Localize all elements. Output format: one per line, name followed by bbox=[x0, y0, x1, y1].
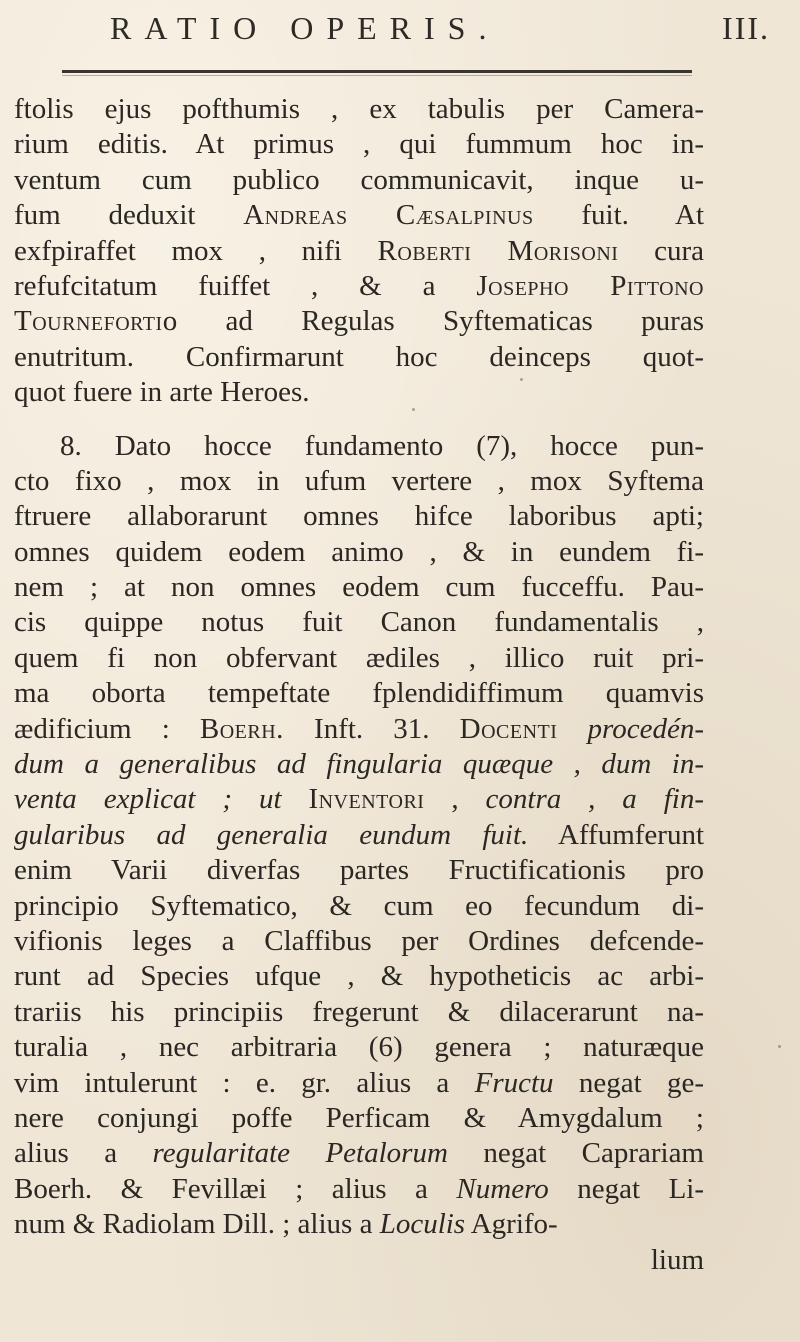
text-run: Josepho Pittono bbox=[476, 269, 704, 302]
text-run: Andreas Cæsalpinus bbox=[243, 199, 534, 232]
text-run: contra , a fin- bbox=[485, 783, 704, 816]
text-line bbox=[14, 464, 704, 499]
text-run: Loculis bbox=[379, 1208, 466, 1241]
text-line bbox=[14, 535, 704, 570]
text-line bbox=[14, 959, 704, 994]
text-run: ftruere allaborarunt omnes hifce laboribus apti; bbox=[14, 500, 704, 533]
text-line bbox=[14, 818, 704, 853]
text-run: exfpiraffet mox , nifi bbox=[14, 234, 378, 267]
text-run: gularibus ad generalia eundum fuit. bbox=[14, 818, 529, 851]
text-run: Docenti bbox=[459, 712, 558, 745]
text-run: Tourneforti bbox=[14, 305, 163, 338]
text-run: venta explicat ; ut bbox=[14, 783, 309, 816]
paper-fleck bbox=[412, 408, 415, 411]
paragraph-gap bbox=[14, 411, 704, 429]
text-line bbox=[14, 995, 704, 1030]
text-line bbox=[14, 1066, 704, 1101]
text-line bbox=[14, 1207, 704, 1242]
text-run: Boerh. bbox=[199, 712, 284, 745]
text-line bbox=[14, 127, 704, 162]
text-line bbox=[14, 1136, 704, 1171]
text-run: ventum cum publico communicavit, inque u- bbox=[14, 163, 704, 196]
text-run: negat ge- bbox=[553, 1066, 704, 1099]
text-run: negat Li- bbox=[548, 1172, 704, 1205]
text-run: refufcitatum fuiffet , & a bbox=[14, 269, 477, 302]
text-run: Inft. 31. bbox=[283, 712, 460, 745]
running-head bbox=[110, 10, 770, 50]
text-run: Inventori bbox=[308, 783, 425, 816]
text-line bbox=[14, 1172, 704, 1207]
text-run: negat Caprariam bbox=[447, 1137, 704, 1170]
text-run: trariis his principiis fregerunt & dilacerarunt na- bbox=[14, 995, 704, 1028]
text-line bbox=[14, 198, 704, 233]
header-rule bbox=[62, 70, 692, 73]
text-line bbox=[14, 1101, 704, 1136]
text-line bbox=[14, 340, 704, 375]
text-run: regularitate Petalorum bbox=[152, 1137, 448, 1170]
text-run: runt ad Species ufque , & hypotheticis ac arbi- bbox=[14, 960, 704, 993]
text-run: Numero bbox=[456, 1172, 549, 1205]
text-line bbox=[14, 1030, 704, 1065]
text-run: ftolis ejus pofthumis , ex tabulis per Camera- bbox=[14, 93, 704, 125]
text-run: turalia , nec arbitraria (6) genera ; naturæque bbox=[14, 1031, 704, 1064]
text-run: omnes quidem eodem animo , & in eundem fi- bbox=[14, 535, 704, 568]
paragraph-2 bbox=[14, 429, 704, 1243]
text-line bbox=[14, 747, 704, 782]
catchword: lium bbox=[650, 1243, 704, 1276]
text-run: Affumferunt bbox=[528, 818, 704, 851]
text-run: rium editis. At primus , qui fummum hoc in- bbox=[14, 128, 704, 161]
text-line bbox=[14, 924, 704, 959]
text-run: alius a bbox=[14, 1137, 153, 1170]
paragraph-1 bbox=[14, 92, 704, 411]
text-line bbox=[14, 269, 704, 304]
text-block bbox=[14, 92, 704, 1278]
text-line bbox=[14, 570, 704, 605]
text-line bbox=[14, 429, 704, 464]
text-run: dum a generalibus ad fingularia quæque , dum in- bbox=[14, 748, 704, 781]
text-line bbox=[14, 782, 704, 817]
text-run: quem fi non obfervant ædiles , illico ruit pri- bbox=[14, 641, 704, 674]
text-line bbox=[14, 375, 704, 410]
text-run: Boerh. & Fevillæi ; alius a bbox=[14, 1172, 457, 1205]
text-run: nere conjungi poffe Perficam & Amygdalum ; bbox=[14, 1101, 704, 1134]
running-title: RATIO OPERIS. bbox=[110, 10, 500, 46]
text-line bbox=[14, 676, 704, 711]
page-number: III. bbox=[722, 10, 770, 46]
paper-fleck bbox=[778, 1045, 781, 1048]
text-run: num & Radiolam Dill. ; alius a bbox=[14, 1208, 380, 1241]
text-run: , bbox=[424, 783, 486, 816]
text-line bbox=[14, 853, 704, 888]
text-run: fum deduxit bbox=[14, 199, 244, 232]
text-run: ædificium : bbox=[14, 712, 200, 745]
paper-fleck bbox=[520, 378, 523, 381]
text-run: procedén- bbox=[557, 712, 704, 745]
text-line bbox=[14, 163, 704, 198]
text-run: principio Syftematico, & cum eo fecundum di- bbox=[14, 889, 704, 922]
text-run: vifionis leges a Claffibus per Ordines defcende- bbox=[14, 924, 704, 957]
text-run: cura bbox=[618, 234, 704, 267]
text-run: Roberti Morisoni bbox=[377, 234, 619, 267]
text-line bbox=[14, 712, 704, 747]
text-run: vim intulerunt : e. gr. alius a bbox=[14, 1066, 475, 1099]
text-line bbox=[14, 304, 704, 339]
text-run: quot fuere in arte Heroes. bbox=[14, 376, 310, 409]
text-run: cto fixo , mox in ufum vertere , mox Syftema bbox=[14, 464, 704, 497]
text-run: nem ; at non omnes eodem cum fucceffu. Pau- bbox=[14, 571, 704, 604]
text-run: o ad Regulas Syftematicas puras bbox=[162, 305, 704, 338]
text-run: cis quippe notus fuit Canon fundamentalis , bbox=[14, 606, 704, 639]
text-run: Fructu bbox=[474, 1066, 554, 1099]
text-run: fuit. At bbox=[533, 199, 704, 232]
text-line bbox=[14, 605, 704, 640]
text-run: enim Varii diverfas partes Fructificationis pro bbox=[14, 854, 704, 887]
text-line bbox=[14, 234, 704, 269]
text-run: ma oborta tempeftate fplendidiffimum quamvis bbox=[14, 677, 704, 710]
text-run: 8. Dato hocce fundamento (7), hocce pun- bbox=[60, 429, 704, 462]
text-line bbox=[14, 641, 704, 676]
text-run: enutritum. Confirmarunt hoc deinceps quot- bbox=[14, 340, 704, 373]
text-line bbox=[14, 499, 704, 534]
text-run: Agrifo- bbox=[465, 1208, 558, 1241]
text-line bbox=[14, 92, 704, 127]
text-line bbox=[14, 889, 704, 924]
